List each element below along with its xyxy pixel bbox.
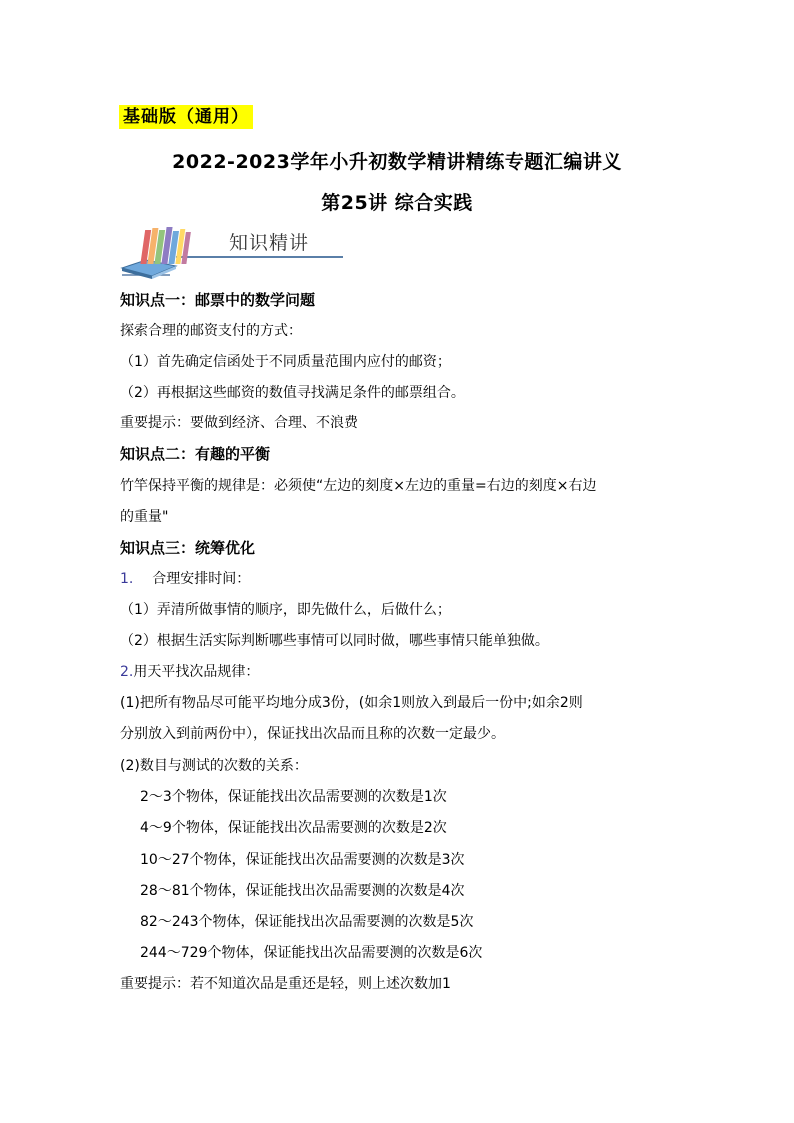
lesson-subtitle: 第25讲 综合实践 <box>321 192 473 214</box>
kp3-item1-a: （1）弄清所做事情的顺序，即先做什么，后做什么； <box>120 602 451 618</box>
kp3-tip: 重要提示：若不知道次品是重还是轻，则上述次数加1 <box>120 976 451 992</box>
kp1-step1: （1）首先确定信函处于不同质量范围内应付的邮资； <box>120 354 451 370</box>
kp1-tip: 重要提示：要做到经济、合理、不浪费 <box>120 415 358 431</box>
relation-row: 2～3个物体，保证能找出次品需要测的次数是1次 <box>140 789 447 805</box>
relation-row: 82～243个物体，保证能找出次品需要测的次数是5次 <box>140 914 474 930</box>
kp3-item2-b: (2)数目与测试的次数的关系： <box>120 758 308 774</box>
section-banner-label: 知识精讲 <box>229 232 310 254</box>
relation-row: 4～9个物体，保证能找出次品需要测的次数是2次 <box>140 820 447 836</box>
kp1-intro: 探索合理的邮资支付的方式： <box>120 323 302 339</box>
relation-row: 10～27个物体，保证能找出次品需要测的次数是3次 <box>140 852 465 868</box>
kp2-rule-line2: 的重量" <box>120 509 169 525</box>
item2-title: 用天平找次品规律： <box>133 664 260 680</box>
kp3-item2-a-line1: (1)把所有物品尽可能平均地分成3份，(如余1则放入到最后一份中;如余2则 <box>120 695 583 711</box>
kp1-step2: （2）再根据这些邮资的数值寻找满足条件的邮票组合。 <box>120 385 465 401</box>
list-number: 2. <box>120 664 134 680</box>
kp3-item1-b: （2）根据生活实际判断哪些事情可以同时做，哪些事情只能单独做。 <box>120 633 549 649</box>
list-number: 1. <box>120 571 134 587</box>
kp2-rule-line1: 竹竿保持平衡的规律是：必须使“左边的刻度×左边的重量=右边的刻度×右边 <box>120 478 597 494</box>
edition-badge: 基础版（通用） <box>119 105 253 129</box>
kp3-item1 <box>120 569 250 589</box>
kp2-heading: 知识点二：有趣的平衡 <box>120 445 271 463</box>
kp3-item2-a-line2: 分别放入到前两份中），保证找出次品而且称的次数一定最少。 <box>120 726 505 742</box>
kp3-heading: 知识点三：统筹优化 <box>120 539 256 557</box>
item1-title: 合理安排时间： <box>152 571 251 587</box>
kp3-item2 <box>120 662 259 682</box>
page-title: 2022-2023学年小升初数学精讲精练专题汇编讲义 <box>172 151 622 173</box>
relation-row: 28～81个物体，保证能找出次品需要测的次数是4次 <box>140 883 465 899</box>
relation-row: 244～729个物体，保证能找出次品需要测的次数是6次 <box>140 945 483 961</box>
kp1-heading: 知识点一：邮票中的数学问题 <box>120 291 316 309</box>
